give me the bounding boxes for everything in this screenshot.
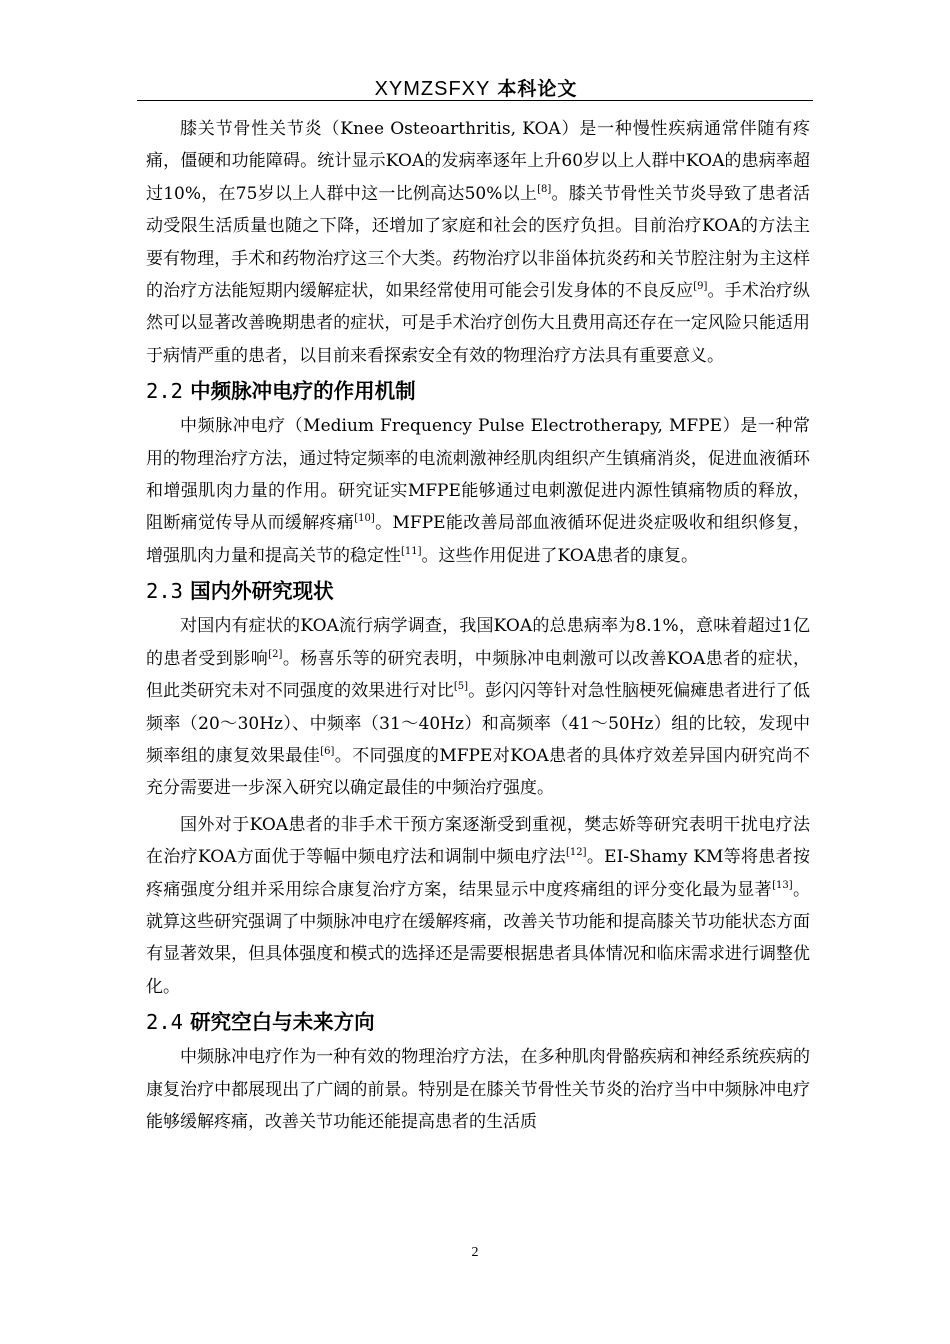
paragraph-2-3-2: 国外对于KOA患者的非手术干预方案逐渐受到重视，樊志娇等研究表明干扰电疗法在治疗KOA方面优于等幅中频电疗法和调制中频电疗法[12]。EI-Shamy KM等将患者按疼痛强度分组并采用综合康复治疗方案，结果显示中度疼痛组的评分变化最为显著[13]。就算这些研究强调了中频脉冲电疗在缓解疼痛，改善关节功能和提高膝关节功能状态方面有显著效果，但具体强度和模式的选择还是需要根据患者具体情况和临床需求进行调整优化。 bbox=[146, 814, 811, 997]
header-rule bbox=[137, 100, 813, 101]
section-heading-2-4: 2.4 研究空白与未来方向 bbox=[146, 1010, 375, 1035]
citation: [12] bbox=[566, 847, 587, 859]
citation: [10] bbox=[354, 513, 375, 525]
citation: [13] bbox=[772, 879, 793, 891]
section-heading-2-3: 2.3 国内外研究现状 bbox=[146, 579, 334, 604]
body-text bbox=[146, 113, 810, 1138]
citation: [8] bbox=[537, 183, 552, 195]
paragraph-2-4: 中频脉冲电疗作为一种有效的物理治疗方法，在多种肌肉骨骼疾病和神经系统疾病的康复治疗中都展现出了广阔的前景。特别是在膝关节骨性关节炎的治疗当中中频脉冲电疗能够缓解疼痛，改善关节功能还能提高患者的生活质 bbox=[146, 1047, 810, 1132]
paragraph-2-3-1: 对国内有症状的KOA流行病学调查，我国KOA的总患病率为8.1%，意味着超过1亿的患者受到影响[2]。杨喜乐等的研究表明，中频脉冲电刺激可以改善KOA患者的症状，但此类研究未对不同强度的效果进行对比[5]。彭闪闪等针对急性脑梗死偏瘫患者进行了低频率（20～30Hz）、中频率（31～40Hz）和高频率（41～50Hz）组的比较，发现中频率组的康复效果最佳[6]。不同强度的MFPE对KOA患者的具体疗效差异国内研究尚不充分需要进一步深入研究以确定最佳的中频治疗强度。 bbox=[146, 616, 811, 799]
citation: [6] bbox=[320, 745, 335, 757]
citation: [5] bbox=[453, 681, 468, 693]
page-number: 2 bbox=[471, 1245, 479, 1260]
section-heading-2-2: 2.2 中频脉冲电疗的作用机制 bbox=[146, 379, 416, 404]
intro-paragraph: 膝关节骨性关节炎（Knee Osteoarthritis, KOA）是一种慢性疾病通常伴随有疼痛，僵硬和功能障碍。统计显示KOA的发病率逐年上升60岁以上人群中KOA的患病率超过10%，在75岁以上人群中这一比例高达50%以上[8]。膝关节骨性关节炎导致了患者活动受限生活质量也随之下降，还增加了家庭和社会的医疗负担。目前治疗KOA的方法主要有物理，手术和药物治疗这三个大类。药物治疗以非甾体抗炎药和关节腔注射为主这样的治疗方法能短期内缓解症状，如果经常使用可能会引发身体的不良反应[9]。手术治疗纵然可以显著改善晚期患者的症状，可是手术治疗创伤大且费用高还存在一定风险只能适用于病情严重的患者，以目前来看探索安全有效的物理治疗方法具有重要意义。 bbox=[146, 119, 811, 366]
citation: [11] bbox=[401, 545, 422, 557]
running-header bbox=[140, 74, 812, 101]
citation: [9] bbox=[693, 281, 708, 293]
citation: [2] bbox=[268, 648, 283, 660]
paragraph-2-2: 中频脉冲电疗（Medium Frequency Pulse Electrotherapy, MFPE）是一种常用的物理治疗方法，通过特定频率的电流刺激神经肌肉组织产生镇痛消炎，促进血液循环和增强肌肉力量的作用。研究证实MFPE能够通过电刺激促进内源性镇痛物质的释放，阻断痛觉传导从而缓解疼痛[10]。MFPE能改善局部血液循环促进炎症吸收和组织修复，增强肌肉力量和提高关节的稳定性[11]。这些作用促进了KOA患者的康复。 bbox=[146, 416, 810, 566]
header-code: XYMZSFXY bbox=[374, 78, 491, 100]
header-label: 本科论文 bbox=[497, 78, 578, 100]
